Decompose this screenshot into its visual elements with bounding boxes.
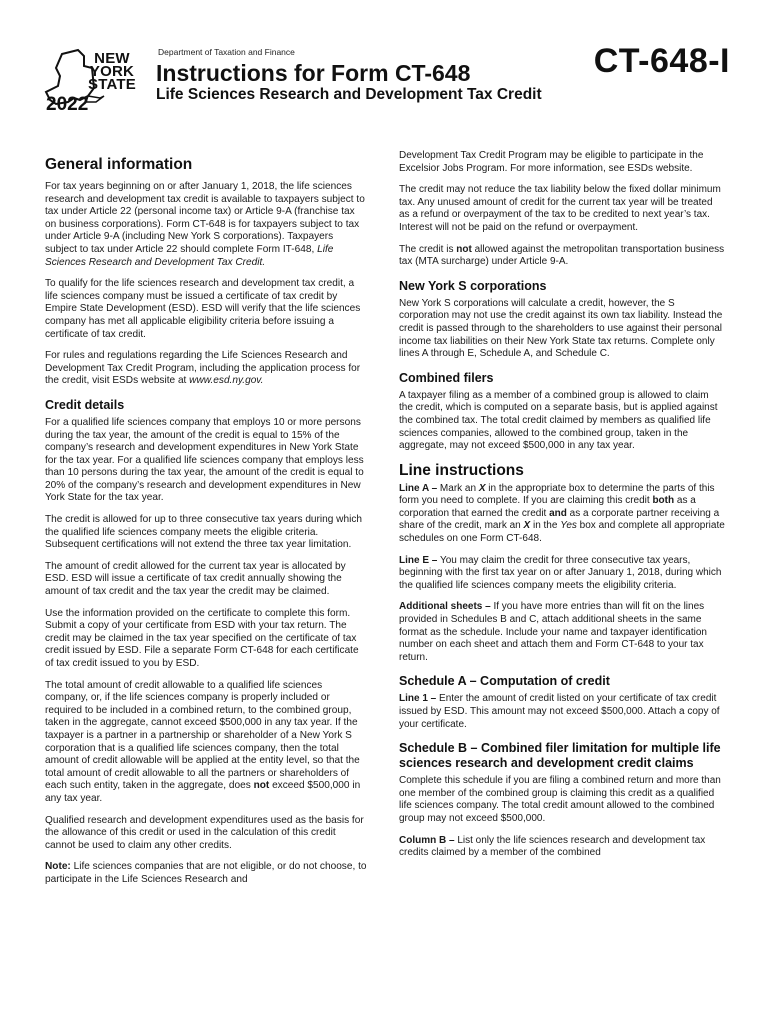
logo-wordmark: NEW YORK STATE (88, 50, 136, 93)
page-subtitle: Life Sciences Research and Development Tax Credit (156, 86, 542, 103)
minimum-tax-paragraph: The credit may not reduce the tax liability below the fixed dollar minimum tax. Any unused amount of credit for the current tax year will be treated as a refund or overpayment of the tax to be credited to next year’s tax. Interest will not be paid on the refund or overpayment. (399, 184, 721, 233)
credit-paragraph-6: Qualified research and development expenditures used as the basis for the allowance of this credit or used in the calculation of this credit cannot be used to claim any other credits. (45, 814, 364, 851)
new-york-s-corporations-heading: New York S corporations (399, 278, 547, 293)
column-b-paragraph: Column B – List only the life sciences research and development tax credits claimed by a member of the combined (399, 834, 706, 859)
credit-details-heading: Credit details (45, 397, 125, 412)
combined-filers-paragraph: A taxpayer filing as a member of a combined group is allowed to claim the credit, which is computed on a separate basis, but is applied against the combined tax. The total credit claimed by members as qualified life sciences companies, allowed to the combined group, taken in the aggregate, may not exceed $500,000 in any tax year. (399, 389, 718, 452)
general-paragraph-1: For tax years beginning on or after January 1, 2018, the life sciences research and development tax credit is available to taxpayers subject to tax under Article 22 (personal income tax) or Article 9-A (franchise tax on business corporations). Form CT-648 is for taxpayers subject to tax under Article 9-A (including New York S corporations). Taxpayers subject to tax under Article 22 should complete Form IT-648, Life Sciences Research and Development Tax Credit. (45, 181, 365, 268)
form-number: CT-648-I (593, 42, 730, 80)
credit-paragraph-4: Use the information provided on the certificate to complete this form. Submit a copy of your certificate from ESD with your tax return. The credit may be claimed in the tax year specified on the certificate of tax credit issued by ESD. File a separate Form CT-648 for each certificate of tax credit issued to you by ESD. (45, 607, 359, 669)
general-paragraph-3: For rules and regulations regarding the Life Sciences Research and Development Tax Credit Program, including the application process for the credit, visit ESDs website at www.esd.ny.gov. (45, 350, 361, 387)
line-a-paragraph: Line A – Mark an X in the appropriate box to determine the parts of this form you need to complete. If you are claiming this credit both as a corporation that earned the credit and as a corporate partner receiving a share of the credit, mark an X in the Yes box and complete all appropriate schedules on one Form CT-648. (399, 482, 725, 545)
esd-website-link[interactable]: www.esd.ny.gov. (189, 375, 264, 387)
credit-paragraph-3: The amount of credit allowed for the current tax year is allocated by ESD. ESD will issue a certificate of tax credit annually showing the amount of tax credit and the tax year the credit may be claimed. (45, 560, 346, 598)
left-column (45, 150, 367, 1024)
schedule-b-heading: Schedule B – Combined filer limitation for multiple life sciences research and development credit claims (399, 741, 721, 771)
line-e-paragraph: Line E – You may claim the credit for three consecutive tax years, beginning with the first tax year on or after January 1, 2018, during which the qualified life sciences company meets the eligibility criteria. (399, 554, 722, 591)
general-information-heading: General information (45, 156, 193, 173)
page-title: Instructions for Form CT-648 (156, 60, 471, 86)
schedule-a-heading: Schedule A – Computation of credit (399, 674, 610, 689)
combined-filers-heading: Combined filers (399, 370, 494, 385)
right-column (399, 150, 725, 1024)
credit-paragraph-2: The credit is allowed for up to three consecutive tax years during which the qualified life sciences company meets the eligible criteria. Subsequent certifications will not extend the three tax year limitation. (45, 514, 362, 551)
note-paragraph: Note: Life sciences companies that are not eligible, or do not choose, to participate in the Life Sciences Research and (45, 861, 367, 885)
department-name: Department of Taxation and Finance (158, 47, 295, 57)
line-instructions-heading: Line instructions (399, 461, 524, 479)
credit-paragraph-1: For a qualified life sciences company that employs 10 or more persons during the tax year, the amount of the credit is equal to 15% of the company’s research and development expenditures in New York State for the tax year. For a qualified life sciences company that employs less than 10 persons during the tax year, the amount of the credit is equal to 20% of the company’s research and development expenditures in New York State for the tax year. (45, 416, 364, 504)
s-corporations-paragraph: New York S corporations will calculate a credit, however, the S corporation may not use the credit against its own tax liability. Instead the credit is passed through to the shareholders to use against their personal income tax liabilities on their New York State tax returns. Complete only lines A through E, Schedule A, and Schedule C. (399, 297, 723, 360)
mta-paragraph: The credit is not allowed against the metropolitan transportation business tax (MTA surcharge) under Article 9-A. (399, 243, 725, 268)
general-paragraph-2: To qualify for the life sciences research and development tax credit, a life sciences company must be issued a certificate of tax credit by Empire State Development (ESD). ESD will verify that the life sciences company has met all applicable eligibility criteria before issuing a certificate of tax credit. (45, 278, 361, 340)
additional-sheets-paragraph: Additional sheets – If you have more entries than will fit on the lines provided in Schedules B and C, attach additional sheets in the same format as the schedule. Include your name and taxpayer identification number on each sheet and attach them and Form CT-648 to your tax return. (399, 601, 707, 663)
excelsior-paragraph: Development Tax Credit Program may be eligible to participate in the Excelsior Jobs Program. For more information, see ESDs website. (399, 150, 704, 174)
line-1-paragraph: Line 1 – Enter the amount of credit listed on your certificate of tax credit issued by ESD. This amount may not exceed $500,000. Attach a copy of your certificate. (399, 693, 720, 730)
schedule-b-paragraph: Complete this schedule if you are filing a combined return and more than one member of the combined group is claiming this credit as a qualified life sciences company. The total credit amount allowed to the combined group may not exceed $500,000. (399, 775, 721, 824)
logo-year: 2022 (46, 94, 89, 115)
nys-logo (44, 48, 144, 116)
credit-paragraph-5: The total amount of credit allowable to a qualified life sciences company, or, if the life sciences company is properly included or required to be included in a combined return, to the combined group, taken in the aggregate, cannot exceed $500,000 in any tax year. If the taxpayer is a partner in a partnership or shareholder of a New York S corporation that is a qualified life sciences company, then the total amount of credit allowable will be applied at the entity level, so that the total amount of credit allowable to all the partners or shareholders of each such entity, taken in the aggregate, does not exceed $500,000 in any tax year. (45, 679, 361, 804)
